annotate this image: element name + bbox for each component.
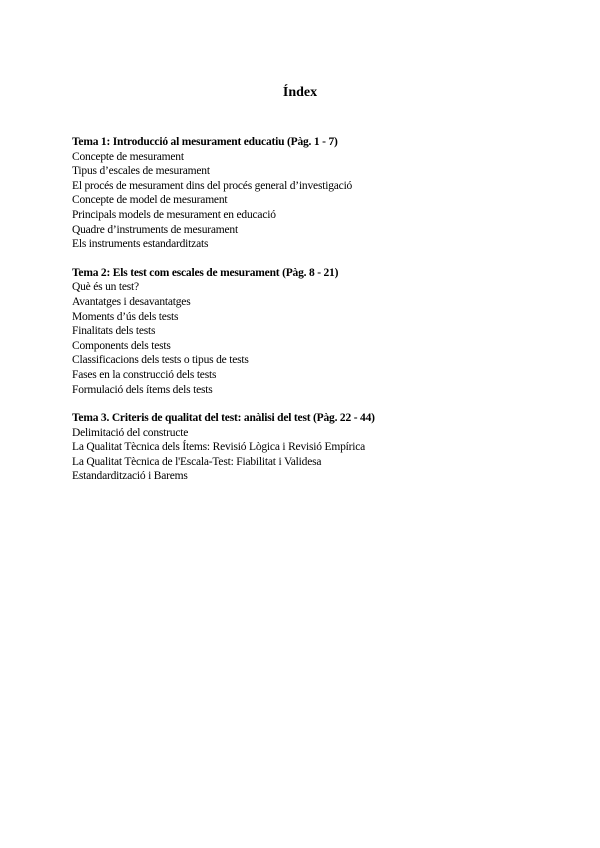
table-of-contents <box>72 135 552 498</box>
toc-section-2 <box>72 266 552 397</box>
toc-item: Classificacions dels tests o tipus de tests <box>72 354 249 367</box>
section-heading: Tema 2: Els test com escales de mesurament (Pàg. 8 - 21) <box>72 266 339 279</box>
page-title: Índex <box>282 85 318 100</box>
toc-item: Moments d’ús dels tests <box>72 310 179 323</box>
toc-item: Estandardització i Barems <box>72 470 188 483</box>
toc-item: Delimitació del constructe <box>72 426 189 439</box>
toc-item: El procés de mesurament dins del procés general d’investigació <box>72 179 353 192</box>
toc-item: Concepte de model de mesurament <box>72 194 228 207</box>
toc-item: Components dels tests <box>72 339 171 352</box>
toc-item: Els instruments estandarditzats <box>72 238 209 251</box>
toc-item: Què és un test? <box>72 281 139 294</box>
toc-item: Principals models de mesurament en educació <box>72 208 276 221</box>
toc-section-3 <box>72 411 552 484</box>
toc-item: Formulació dels ítems dels tests <box>72 383 213 396</box>
section-heading: Tema 3. Criteris de qualitat del test: anàlisi del test (Pàg. 22 - 44) <box>72 412 375 425</box>
toc-item: La Qualitat Tècnica de l'Escala-Test: Fiabilitat i Validesa <box>72 455 322 468</box>
toc-item: Concepte de mesurament <box>72 150 184 163</box>
toc-item: La Qualitat Tècnica dels Ítems: Revisió Lògica i Revisió Empírica <box>72 441 366 454</box>
toc-item: Fases en la construcció dels tests <box>72 368 217 381</box>
toc-item: Finalitats dels tests <box>72 325 156 338</box>
toc-item: Tipus d’escales de mesurament <box>72 165 210 178</box>
toc-item: Quadre d’instruments de mesurament <box>72 223 238 236</box>
toc-section-1 <box>72 135 552 252</box>
section-heading: Tema 1: Introducció al mesurament educatiu (Pàg. 1 - 7) <box>72 136 338 148</box>
toc-item: Avantatges i desavantatges <box>72 295 191 308</box>
